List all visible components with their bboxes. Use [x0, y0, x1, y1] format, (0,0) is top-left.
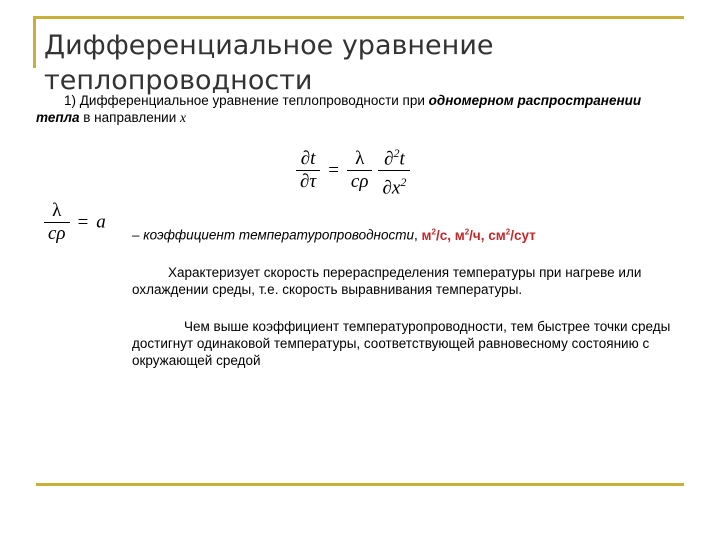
diffusivity-numerator: λ: [52, 200, 62, 221]
equals-sign-2: =: [77, 211, 89, 233]
diffusivity-equation: [44, 200, 106, 245]
coef-fraction: [347, 148, 373, 193]
coef-denominator: cρ: [350, 171, 369, 193]
heat-equation: [296, 142, 410, 200]
lhs-fraction: [296, 148, 320, 193]
intro-text: [36, 92, 676, 126]
diffusivity-denominator: cρ: [48, 223, 66, 244]
rhs-denominator: $\partial x^2$: [382, 175, 407, 199]
coef-numerator: λ: [355, 148, 365, 170]
rhs-numerator: ∂$^2$t: [384, 146, 405, 170]
intro-suffix: в направлении: [79, 110, 180, 125]
coefficient-label: – коэффициент температуропроводности: [132, 227, 414, 243]
intro-emphasis: одномерном распространении тепла: [36, 93, 642, 125]
paragraph-characterizes: Характеризует скорость перераспределения температуры при нагреве или охлаждении среды, т.е. скорость выравнивания температуры.: [132, 265, 642, 297]
lhs-numerator: ∂t: [300, 148, 316, 170]
top-rule: [36, 16, 684, 19]
paragraph-higher-coefficient: Чем выше коэффициент температуропроводности, тем быстрее точки среды достигнут одинаковой температуры, соответствующей равновесному состоянию с окружающей средой: [132, 319, 671, 368]
intro-variable: x: [180, 110, 186, 125]
intro-prefix: 1) Дифференциальное уравнение теплопроводности при: [64, 93, 429, 108]
units-list: $м^2/с$, $м^2/ч$, $см^2$/сут: [421, 227, 536, 243]
bottom-rule: [36, 483, 684, 486]
rhs-fraction: [378, 142, 410, 200]
coefficient-definition: – коэффициент температуропроводности, $м^2/с$, $м^2/ч$, $см^2$/сут: [132, 227, 536, 243]
lhs-denominator: ∂τ: [300, 171, 317, 193]
diffusivity-symbol: a: [96, 211, 106, 233]
equals-sign: =: [328, 159, 339, 181]
slide-title: Дифференциальное уравнение теплопроводности: [44, 30, 494, 96]
diffusivity-fraction: [44, 200, 70, 245]
left-rule: [33, 16, 36, 68]
